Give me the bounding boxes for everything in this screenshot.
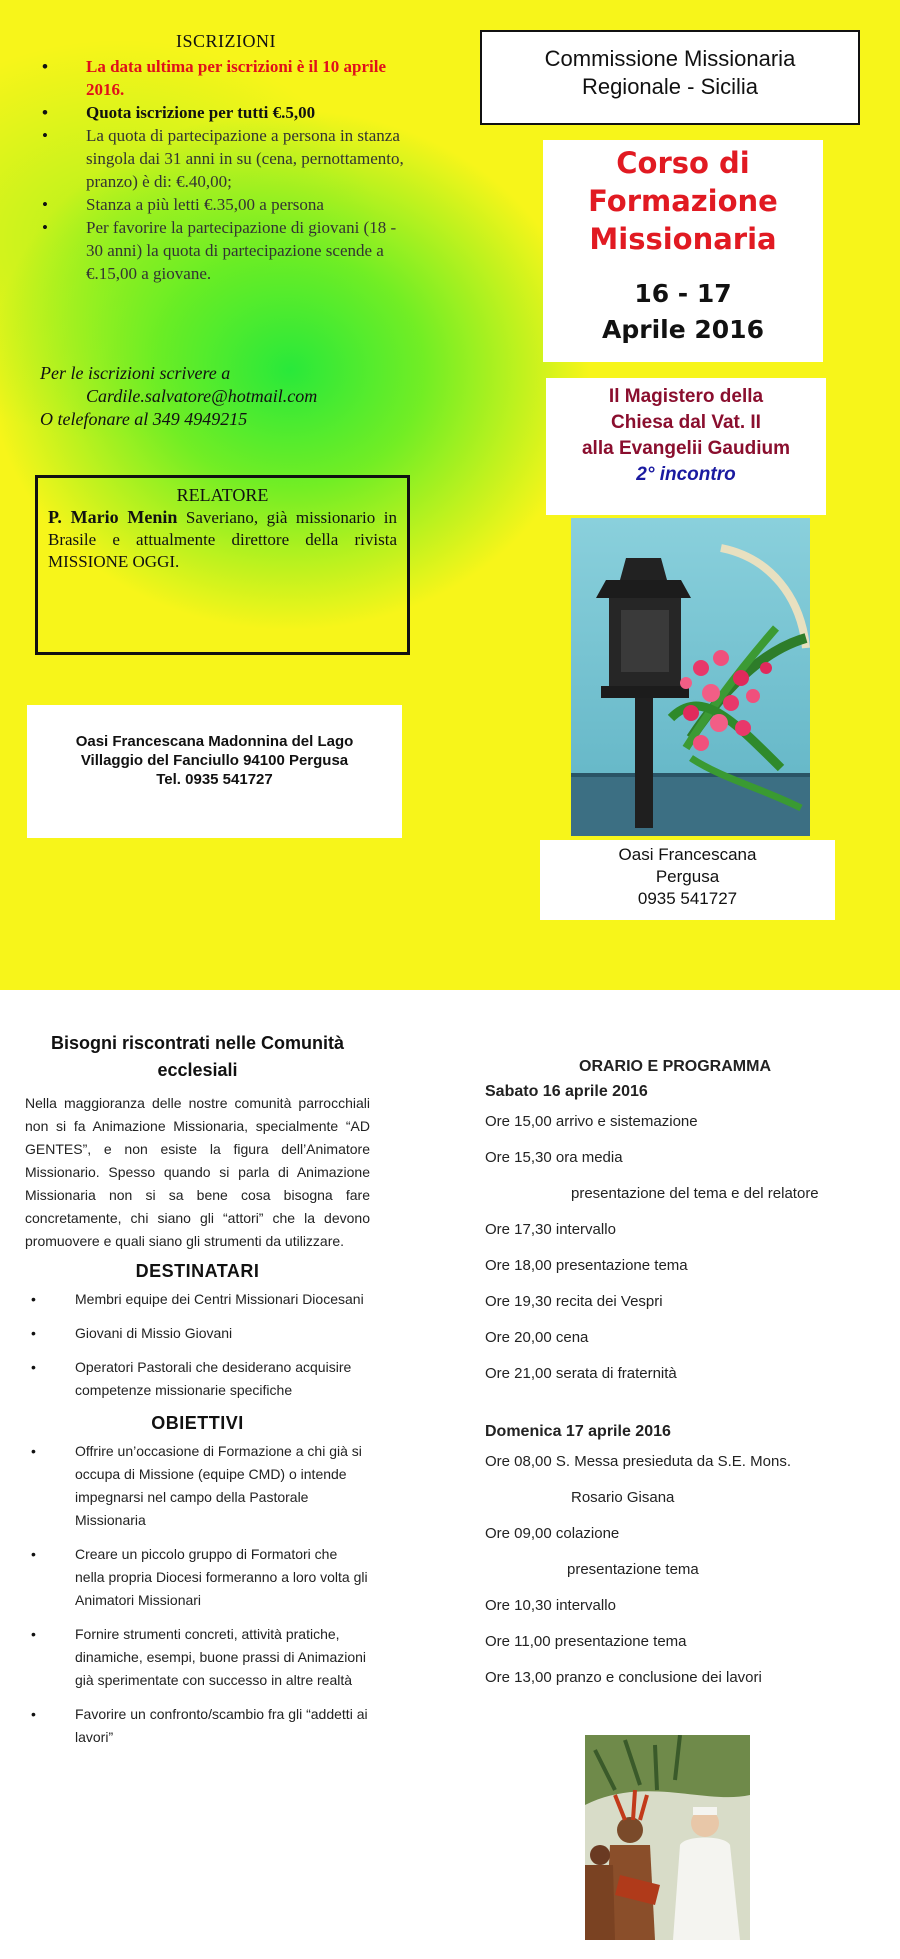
schedule-day1-label: Sabato 16 aprile 2016 <box>485 1083 648 1100</box>
needs-body: Nella maggioranza delle nostre comunità parrocchiali non si fa Animazione Missionaria, specialmente “AD GENTES”, e non esiste la figura dell’Animatore Missionario. Spesso quando si parla di Animazione Missionaria non si sa bene cosa bisogna fare concretamente, chi siano gli “attori” che la devono promuovere e quali siano gli strumenti da utilizzare. <box>25 1095 370 1249</box>
list-item: • Offrire un’occasione di Formazione a chi già si occupa di Missione (equipe CMD) o intende impegnarsi nel campo della Pastorale Missionaria <box>25 1440 370 1532</box>
schedule-row: Ore 20,00 cena <box>485 1329 589 1346</box>
speaker-title: RELATORE <box>176 485 269 505</box>
registration-list <box>36 55 416 285</box>
schedule-row: Ore 18,00 presentazione tema <box>485 1257 688 1274</box>
venue-phone: Tel. 0935 541727 <box>156 771 273 788</box>
recipients-title: DESTINATARI <box>135 1261 260 1281</box>
schedule-row: Ore 09,00 colazione <box>485 1525 620 1542</box>
meeting-number: 2° incontro <box>636 464 736 485</box>
list-item: • Membri equipe dei Centri Missionari Diocesani <box>25 1288 370 1311</box>
list-item: • Giovani di Missio Giovani <box>25 1322 370 1345</box>
contact-email[interactable]: Cardile.salvatore@hotmail.com <box>86 386 318 406</box>
altar-flowers-photo <box>571 518 810 836</box>
venue-address-box <box>27 705 402 838</box>
venue-right-name: Oasi Francescana <box>618 845 757 864</box>
speaker-box <box>35 475 410 655</box>
list-item: • Operatori Pastorali che desiderano acquisire competenze missionarie specifiche <box>25 1356 370 1402</box>
course-title-line3: Missionaria <box>589 222 777 256</box>
course-title-box <box>543 140 823 362</box>
contact-phone: O telefonare al 349 4949215 <box>40 409 248 429</box>
objectives-title: OBIETTIVI <box>151 1413 244 1433</box>
pope-photo <box>585 1735 750 1940</box>
course-title-line2: Formazione <box>588 184 778 218</box>
course-title-line1: Corso di <box>616 146 750 180</box>
schedule-row: Ore 19,30 recita dei Vespri <box>485 1293 663 1310</box>
venue-contact-box <box>540 840 835 920</box>
schedule-row: Ore 21,00 serata di fraternità <box>485 1365 677 1382</box>
list-item: • Fornire strumenti concreti, attività pratiche, dinamiche, esempi, buone prassi di Animazioni già sperimentate con successo in altre realtà <box>25 1623 370 1692</box>
theme-box <box>546 378 826 515</box>
organizer-line1: Commissione Missionaria <box>544 46 796 71</box>
schedule-row: Ore 11,00 presentazione tema <box>485 1633 687 1650</box>
course-month-year: Aprile 2016 <box>602 315 764 344</box>
schedule-row: presentazione del tema e del relatore <box>571 1185 819 1202</box>
speaker-description <box>48 506 397 573</box>
schedule-row: Ore 17,30 intervallo <box>485 1221 616 1238</box>
organizer-box <box>480 30 860 125</box>
schedule-title: ORARIO E PROGRAMMA <box>579 1058 771 1075</box>
schedule-row: Ore 10,30 intervallo <box>485 1597 616 1614</box>
schedule-row: presentazione tema <box>567 1561 699 1578</box>
schedule-day2-label: Domenica 17 aprile 2016 <box>485 1423 671 1440</box>
registration-deadline: • La data ultima per iscrizioni è il 10 aprile 2016. <box>36 55 416 101</box>
schedule-row: Ore 15,00 arrivo e sistemazione <box>485 1113 698 1130</box>
registration-section <box>36 30 416 285</box>
speaker-bio: Saveriano, già missionario in Brasile e attualmente direttore della rivista MISSIONE OGGI. <box>48 508 398 571</box>
contact-intro: Per le iscrizioni scrivere a <box>40 363 231 383</box>
venue-name: Oasi Francescana Madonnina del Lago <box>75 733 354 750</box>
schedule-row: Ore 15,30 ora media <box>485 1149 623 1166</box>
registration-contact <box>40 362 420 431</box>
needs-title: Bisogni riscontrati nelle Comunità ecclesiali <box>50 1033 345 1080</box>
schedule-column <box>485 1058 885 1703</box>
youth-fee: • Per favorire la partecipazione di giovani (18 - 30 anni) la quota di partecipazione scende a €.15,00 a giovane. <box>36 216 416 285</box>
recipients-list <box>25 1288 370 1402</box>
registration-fee: • Quota iscrizione per tutti €.5,00 <box>36 101 416 124</box>
theme-line2: Chiesa dal Vat. II <box>611 412 761 433</box>
list-item: • Creare un piccolo gruppo di Formatori che nella propria Diocesi formeranno a loro volta gli Animatori Missionari <box>25 1543 370 1612</box>
single-room-fee: • La quota di partecipazione a persona in stanza singola dai 31 anni in su (cena, pernottamento, pranzo) è di: €.40,00; <box>36 124 416 193</box>
objectives-list <box>25 1440 370 1749</box>
venue-address: Villaggio del Fanciullo 94100 Pergusa <box>80 752 349 769</box>
organizer-line2: Regionale - Sicilia <box>581 74 759 99</box>
needs-column <box>25 1030 370 1760</box>
list-item: • Favorire un confronto/scambio fra gli “addetti ai lavori” <box>25 1703 370 1749</box>
brochure-back <box>0 990 900 1959</box>
speaker-name: P. Mario Menin <box>48 507 178 527</box>
schedule-row: Ore 13,00 pranzo e conclusione dei lavori <box>485 1669 762 1686</box>
theme-line3: alla Evangelii Gaudium <box>581 438 790 459</box>
theme-line1: Il Magistero della <box>608 386 764 407</box>
registration-title: ISCRIZIONI <box>176 31 276 51</box>
shared-room-fee: • Stanza a più letti €.35,00 a persona <box>36 193 416 216</box>
schedule-row: Rosario Gisana <box>571 1489 675 1506</box>
venue-right-town: Pergusa <box>655 867 720 886</box>
venue-right-phone: 0935 541727 <box>637 889 738 908</box>
course-dates: 16 - 17 <box>634 279 732 308</box>
schedule-row: Ore 08,00 S. Messa presieduta da S.E. Mons. <box>485 1453 791 1470</box>
